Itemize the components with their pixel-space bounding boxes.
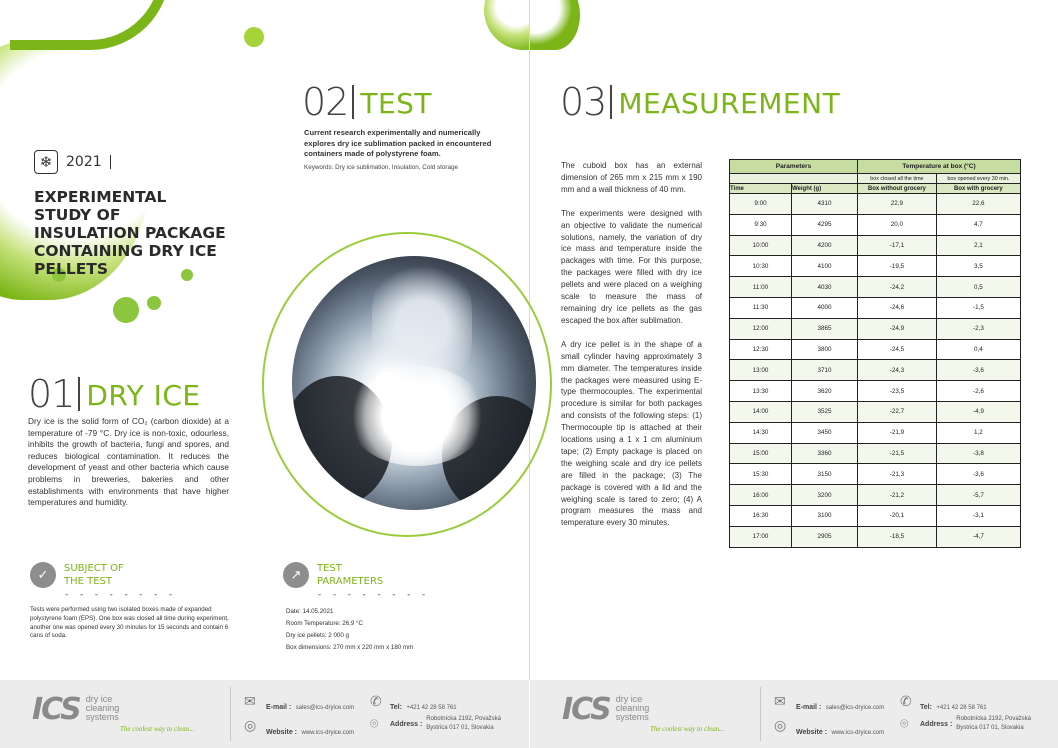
cell-with-grocery: 1,2 [936,422,1020,443]
tel-label: Tel: [390,704,402,711]
cell-without-grocery: -24,6 [858,297,937,318]
logo [32,692,119,727]
cell-without-grocery: -18,5 [858,526,937,547]
cell-time: 9:00 [730,194,792,215]
cell-time: 17:00 [730,526,792,547]
cell-with-grocery: -3,8 [936,443,1020,464]
table-row [730,443,1021,464]
footer-right [530,680,1058,748]
cell-time: 10:30 [730,256,792,277]
mail-icon: ✉ [244,693,256,709]
table-header-empty [730,174,858,184]
cell-without-grocery: -24,2 [858,277,937,298]
address-line-2: Bystrica 017 01, Slovakia [956,725,1024,731]
cell-weight: 3865 [792,318,858,339]
heading-bar [352,85,354,119]
params-title [317,562,383,588]
heading-bar [78,377,80,411]
mail-icon: ✉ [774,693,786,709]
cell-weight: 3525 [792,401,858,422]
cell-weight: 3710 [792,360,858,381]
section-03-body [561,160,702,529]
globe-icon: ◎ [244,717,257,733]
footer-tel[interactable] [390,696,457,714]
measurement-table [729,159,1021,548]
cell-weight: 3200 [792,485,858,506]
tel-value: +421 42 28 58 761 [406,705,457,711]
cell-weight: 4030 [792,277,858,298]
location-pin-icon: ⌾ [900,715,909,731]
location-pin-icon: ⌾ [370,715,379,731]
decor-dot-3 [147,296,161,310]
table-row [730,277,1021,298]
heading-bar [610,85,612,119]
logo-sub-2: cleaning [85,703,120,713]
address-value [426,715,501,733]
section-01-title: DRY ICE [86,379,201,412]
section-03-heading [560,80,840,124]
cell-without-grocery: 22,9 [858,194,937,215]
params-title-line-2: PARAMETERS [317,576,384,587]
section-01-body: Dry ice is the solid form of CO₂ (carbon dioxide) at a temperature of -79 °C. Dry ice is non-toxic, odourless, inhibits the growth of bacteria, fungi and spores, and reduces biological contamination. It reduces the development of yeast and other bacteria which cause problems in breweries, bakeries and other establishments with environments that have higher temperatures and humidity. [28,416,229,508]
cell-without-grocery: -22,7 [858,401,937,422]
cell-with-grocery: 4,7 [936,214,1020,235]
cell-with-grocery: 22,6 [936,194,1020,215]
section-02-title: TEST [360,87,433,120]
website-value: www.ics-dryice.com [301,730,355,736]
params-dash-line: - - - - - - - - [317,590,429,600]
address-label: Address : [390,720,423,728]
tel-label: Tel: [920,704,932,711]
cell-without-grocery: -23,5 [858,381,937,402]
logo-sub-1: dry ice [85,694,113,704]
footer-email[interactable] [266,696,354,714]
cell-weight: 3800 [792,339,858,360]
address-label: Address : [920,720,953,728]
decor-blob-arc [10,0,170,50]
cell-time: 13:30 [730,381,792,402]
logo-subtitle [86,695,120,722]
address-line-2: Bystrica 017 01, Slovakia [426,725,494,731]
footer-divider [230,687,231,741]
section-03-para-3: A dry ice pellet is in the shape of a small cylinder having approximately 3 mm diameter. The temperatures inside the packages were measured using E-type thermocouples. The experimental procedure is similar for both packages and consists of the following steps: (1) Thermocouple tip is attached at their locations using a 1 x 1 cm aluminium tape; (2) Empty package is placed on the weighing scale and dry ice pellets are filled in the package; (3) The package is covered with a lid and the weighing scale is tared to zero; (4) A program measures the mass and temperature every 30 minutes. [561,339,702,528]
globe-icon: ◎ [774,717,787,733]
subject-title-line-2: THE TEST [64,576,113,587]
email-value: sales@ics-dryice.com [825,705,885,711]
table-row [730,256,1021,277]
footer-website[interactable] [796,721,884,739]
section-03-number: 03 [560,80,607,124]
footer-left [0,680,529,748]
cell-time: 14:00 [730,401,792,422]
cell-without-grocery: 20,0 [858,214,937,235]
footer-address [390,715,501,733]
year-label: 2021 [66,154,102,170]
cell-time: 12:00 [730,318,792,339]
section-02-lead: Current research experimentally and numerically explores dry ice sublimation packed in encountered containers made of polystyrene foam. [304,128,492,158]
snowflake-icon: ❄ [34,150,58,174]
tel-value: +421 42 28 58 761 [936,705,987,711]
table-row [730,505,1021,526]
decor-dot-2 [113,297,139,323]
chart-line-icon: ↗ [283,562,309,588]
table-row [730,401,1021,422]
table-subheader-closed: box closed all the time [858,174,937,184]
phone-icon: ✆ [370,693,382,709]
cell-with-grocery: -2,3 [936,318,1020,339]
cell-without-grocery: -21,5 [858,443,937,464]
subject-block [30,562,230,600]
cell-with-grocery: 2,1 [936,235,1020,256]
vapor-plume [372,256,472,396]
logo-ics: ICS [32,692,80,727]
cell-without-grocery: -21,3 [858,464,937,485]
table-row [730,526,1021,547]
address-line-1: Robotnícka 2192, Považská [426,716,502,722]
param-item: Room Temperature: 26,9 °C [286,620,363,627]
table-row [730,235,1021,256]
param-item: Box dimensions: 270 mm x 220 mm x 180 mm [286,644,414,651]
table-subheader-opened: box opened every 30 min. [936,174,1020,184]
section-02-number: 02 [302,80,349,124]
logo-sub-3: systems [85,712,119,722]
table-header-temperature: Temperature at box (°C) [858,160,1021,174]
cell-with-grocery: 3,5 [936,256,1020,277]
cell-with-grocery: -3,6 [936,360,1020,381]
cell-without-grocery: -21,2 [858,485,937,506]
section-03-para-2: The experiments were designed with an objective to validate the numerical solutions, namely, the variation of dry ice mass and temperature inside the packages with time. For this purpose, the packages were filled with dry ice pellets and were placed on a weighing scale to measure the mass of remaining dry ice pellets as the gas escaped the box after sublimation. [561,208,702,325]
footer-address [920,715,1031,733]
cell-weight: 4100 [792,256,858,277]
website-label: Website : [266,729,297,736]
table-row [730,422,1021,443]
logo-sub-1: dry ice [615,694,643,704]
table-header-parameters: Parameters [730,160,858,174]
section-03-title: MEASUREMENT [618,87,841,120]
logo-tagline: The coolest way to clean... [120,725,195,733]
table-row [730,485,1021,506]
section-01-number: 01 [28,372,75,416]
footer-tel[interactable] [920,696,987,714]
logo-tagline: The coolest way to clean... [650,725,725,733]
footer-website[interactable] [266,721,354,739]
cell-with-grocery: -3,1 [936,505,1020,526]
document-title: EXPERIMENTAL STUDY OF INSULATION PACKAGE CONTAINING DRY ICE PELLETS [34,188,226,278]
address-line-1: Robotnícka 2192, Považská [956,716,1032,722]
column-header-with-grocery: Box with grocery [936,184,1020,194]
cell-with-grocery: -3,6 [936,464,1020,485]
cell-time: 15:30 [730,464,792,485]
cell-with-grocery: -1,5 [936,297,1020,318]
subject-title [64,562,124,588]
cell-weight: 3150 [792,464,858,485]
email-value: sales@ics-dryice.com [295,705,355,711]
cell-without-grocery: -19,5 [858,256,937,277]
cell-without-grocery: -21,9 [858,422,937,443]
cell-weight: 3360 [792,443,858,464]
cell-with-grocery: 0,4 [936,339,1020,360]
logo [562,692,649,727]
cell-with-grocery: -5,7 [936,485,1020,506]
cell-weight: 3100 [792,505,858,526]
logo-ics: ICS [562,692,610,727]
cell-without-grocery: -24,5 [858,339,937,360]
cell-without-grocery: -20,1 [858,505,937,526]
cell-weight: 4310 [792,194,858,215]
cell-time: 15:00 [730,443,792,464]
column-header-weight: Weight (g) [792,184,858,194]
subject-title-line-1: SUBJECT OF [64,563,124,574]
cell-time: 16:30 [730,505,792,526]
email-label: E-mail : [266,704,292,711]
cell-time: 12:30 [730,339,792,360]
phone-icon: ✆ [900,693,912,709]
cell-time: 14:30 [730,422,792,443]
param-item: Dry ice pellets: 2 000 g [286,632,349,639]
footer-divider [760,687,761,741]
thermometer-check-icon: ✓ [30,562,56,588]
column-header-without-grocery: Box without grocery [858,184,937,194]
cell-time: 11:00 [730,277,792,298]
decor-blob-top-right-2 [530,0,580,50]
table-row [730,381,1021,402]
website-value: www.ics-dryice.com [831,730,885,736]
cell-without-grocery: -24,9 [858,318,937,339]
cell-time: 9:30 [730,214,792,235]
params-title-line-1: TEST [317,563,342,574]
cell-weight: 4000 [792,297,858,318]
column-header-time: Time [730,184,792,194]
cell-without-grocery: -17,1 [858,235,937,256]
table-row [730,360,1021,381]
table-row [730,464,1021,485]
decor-dot-1 [244,27,264,47]
table-row [730,339,1021,360]
cell-weight: 4295 [792,214,858,235]
cell-time: 16:00 [730,485,792,506]
website-label: Website : [796,729,827,736]
table-row [730,318,1021,339]
params-block [283,562,483,600]
section-02-keywords: Keywords: Dry ice sublimation, Insulation, Cold storage [304,164,458,171]
footer-email[interactable] [796,696,884,714]
table-row [730,297,1021,318]
logo-sub-2: cleaning [615,703,650,713]
title-block [34,150,234,278]
logo-subtitle [616,695,650,722]
section-01-heading [28,372,201,416]
cell-time: 13:00 [730,360,792,381]
cell-time: 10:00 [730,235,792,256]
email-label: E-mail : [796,704,822,711]
section-03-para-1: The cuboid box has an external dimension of 265 mm x 215 mm x 190 mm and a wall thickness of 40 mm. [561,161,702,194]
subject-text: Tests were performed using two isolated boxes made of expanded polystyrene foam (EPS). One box was closed all time during experiment, another one was opened every 30 minutes for 15 seconds and contain 6 cans of soda. [30,606,229,640]
cell-weight: 4200 [792,235,858,256]
table-row [730,194,1021,215]
year-divider [110,155,111,169]
cell-with-grocery: -4,7 [936,526,1020,547]
subject-dash-line: - - - - - - - - [64,590,176,600]
cell-with-grocery: -2,6 [936,381,1020,402]
logo-sub-3: systems [615,712,649,722]
section-02-heading [302,80,432,124]
cell-with-grocery: -4,9 [936,401,1020,422]
cell-time: 11:30 [730,297,792,318]
address-value [956,715,1031,733]
cell-weight: 2905 [792,526,858,547]
table-row [730,214,1021,235]
cell-without-grocery: -24,3 [858,360,937,381]
cell-weight: 3450 [792,422,858,443]
param-item: Date: 14.05.2021 [286,608,334,615]
params-list [286,606,486,654]
cell-weight: 3620 [792,381,858,402]
dry-ice-photo [292,256,536,510]
cell-with-grocery: 0,5 [936,277,1020,298]
